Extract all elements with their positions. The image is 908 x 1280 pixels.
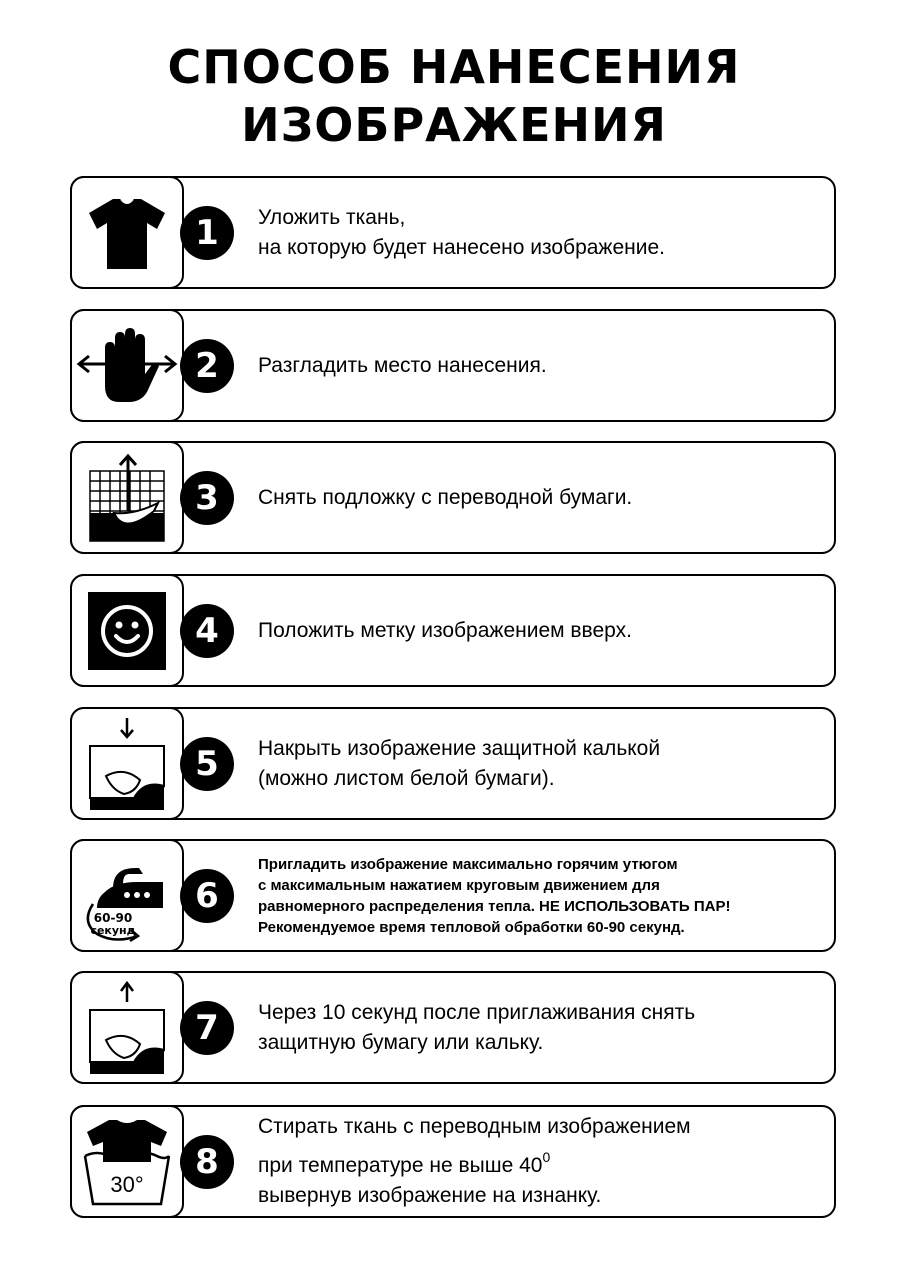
step-text-line: вывернув изображение на изнанку.: [258, 1184, 602, 1207]
step-4: [70, 574, 836, 687]
tshirt-icon: [70, 176, 184, 289]
step-5: [70, 707, 836, 820]
cover-sheet-down-icon: [70, 707, 184, 820]
remove-sheet-up-icon: [70, 971, 184, 1084]
wash-30-icon: [70, 1105, 184, 1218]
step-number-badge: 8: [180, 1135, 234, 1189]
iron-unit-label: секунд: [90, 923, 136, 937]
step-text-line: [258, 1142, 820, 1181]
step-text-line: с максимальным нажатием круговым движением для: [258, 876, 660, 894]
step-text: [258, 1107, 820, 1216]
step-text-line: на которую будет нанесено изображение.: [258, 235, 665, 259]
step-number-badge: 4: [180, 604, 234, 658]
step-number-badge: 6: [180, 869, 234, 923]
transfer-paper-peel-icon: [70, 441, 184, 554]
page-title: [0, 38, 908, 154]
step-text-line: Через 10 секунд после приглаживания снять: [258, 1000, 696, 1024]
step-text-line: (можно листом белой бумаги).: [258, 766, 555, 790]
title-line-2: ИЗОБРАЖЕНИЯ: [241, 98, 667, 152]
step-text: [258, 709, 820, 818]
step-2: [70, 309, 836, 422]
step-text: [258, 311, 820, 420]
step-number-badge: 2: [180, 339, 234, 393]
hand-smooth-icon: [70, 309, 184, 422]
step-text-line: Снять подложку с переводной бумаги.: [258, 485, 633, 509]
step-text-line: равномерного распределения тепла. НЕ ИСПОЛЬЗОВАТЬ ПАР!: [258, 897, 731, 915]
step-text-line: Накрыть изображение защитной калькой: [258, 736, 661, 760]
step-text: [258, 178, 820, 287]
wash-temp-label: 30°: [110, 1171, 144, 1197]
step-text: [258, 973, 820, 1082]
degree-mark: 0: [542, 1149, 551, 1165]
step-7: [70, 971, 836, 1084]
step-1: [70, 176, 836, 289]
step-text-line: защитную бумагу или кальку.: [258, 1030, 544, 1054]
step-text: [258, 841, 820, 950]
step-text-line: Пригладить изображение максимально горячим утюгом: [258, 855, 678, 873]
iron-icon: [70, 839, 184, 952]
step-text: [258, 576, 820, 685]
step-text-line: Разгладить место нанесения.: [258, 353, 547, 377]
step-text-line: Уложить ткань,: [258, 205, 406, 229]
step-text: [258, 443, 820, 552]
step-text-line: Положить метку изображением вверх.: [258, 618, 632, 642]
step-number-badge: 1: [180, 206, 234, 260]
step-3: [70, 441, 836, 554]
title-line-1: СПОСОБ НАНЕСЕНИЯ: [167, 40, 741, 94]
step-6: [70, 839, 836, 952]
iron-time-label: 60-90: [93, 910, 133, 925]
temperature-text: при температуре не выше 40: [258, 1154, 543, 1177]
step-text-line: Стирать ткань с переводным изображением: [258, 1115, 691, 1138]
step-8: [70, 1105, 836, 1218]
step-number-badge: 3: [180, 471, 234, 525]
step-number-badge: 5: [180, 737, 234, 791]
step-text-line: Рекомендуемое время тепловой обработки 60-90 секунд.: [258, 918, 685, 936]
step-number-badge: 7: [180, 1001, 234, 1055]
smiley-face-icon: [70, 574, 184, 687]
